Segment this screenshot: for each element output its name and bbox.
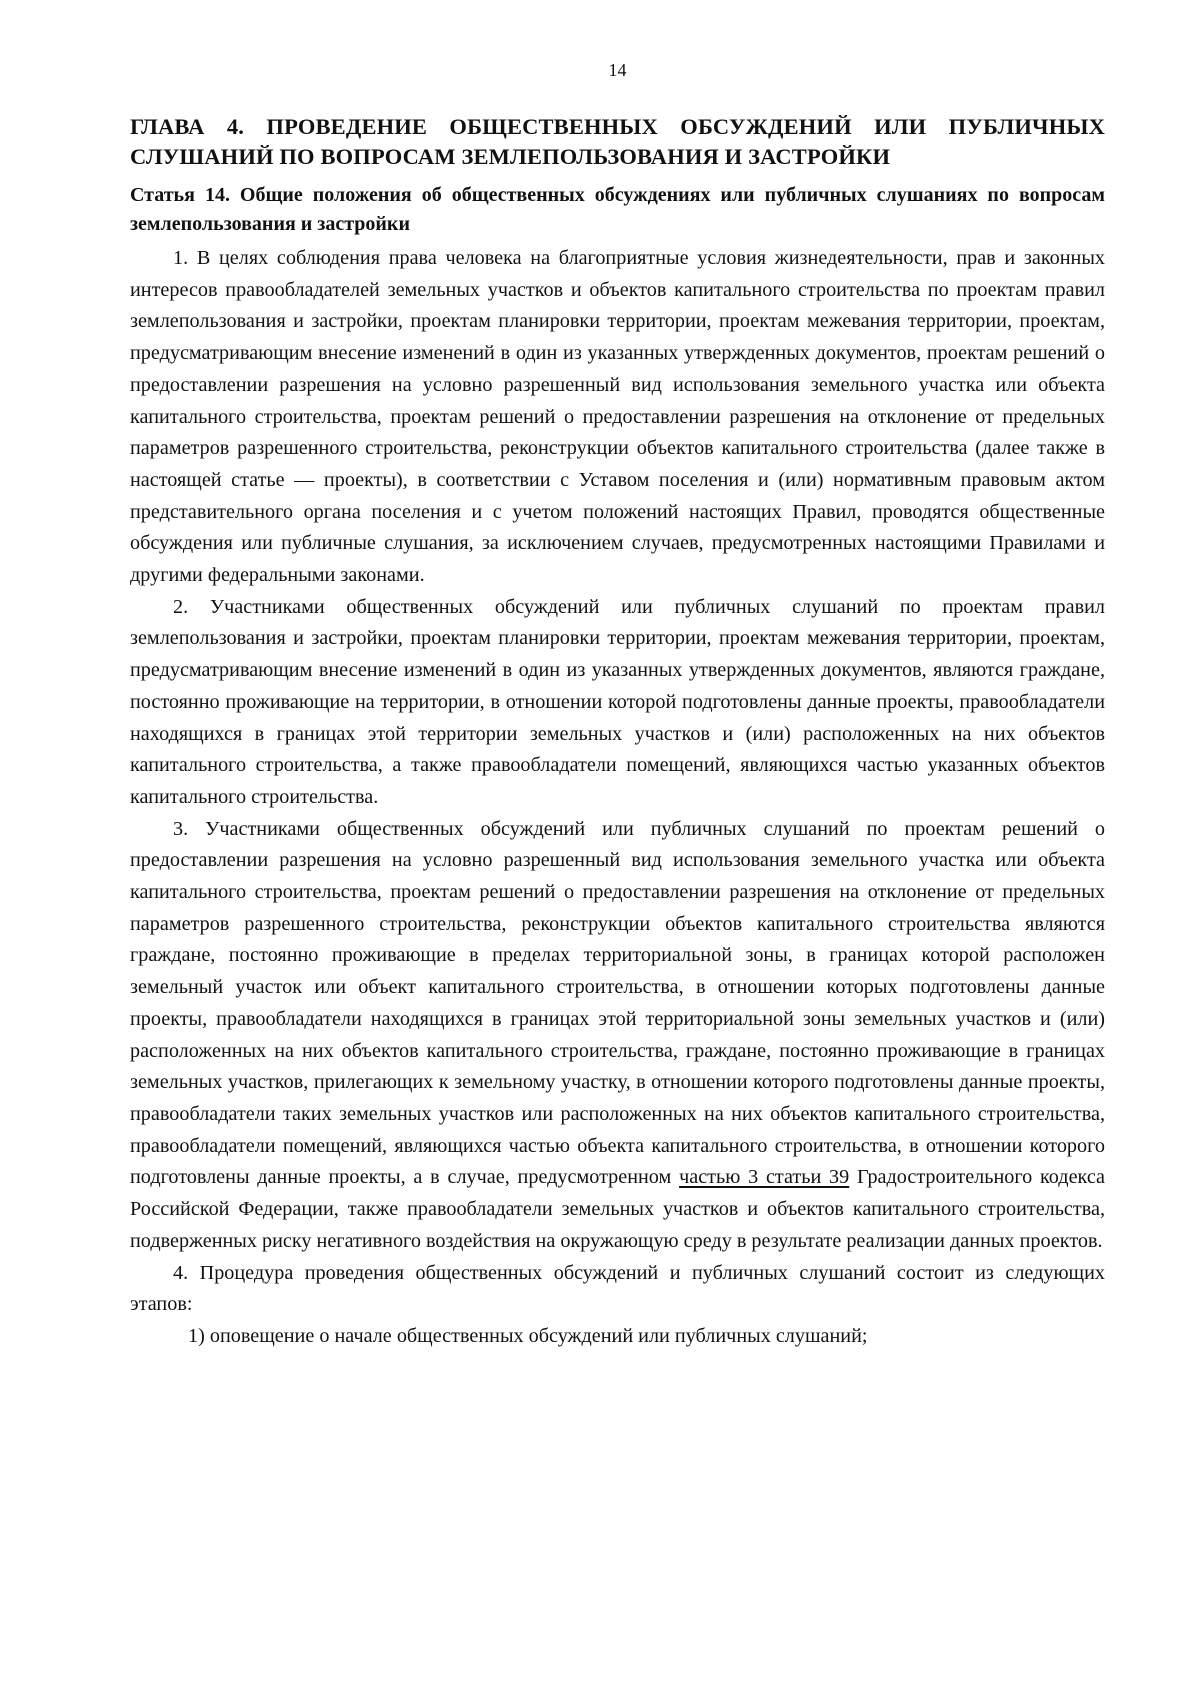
- law-reference-link[interactable]: частью 3 статьи 39: [679, 1166, 850, 1189]
- article-body: [130, 243, 1105, 1353]
- article-title: Статья 14. Общие положения об общественных обсуждениях или публичных слушаниях по вопросам землепользования и застройки: [130, 184, 1105, 235]
- paragraph-3-text-start: 3. Участниками общественных обсуждений или публичных слушаний по проектам решений о предоставлении разрешения на условно разрешенный вид использования земельного участка или объекта капитального строительства, проектам решений о предоставлении разрешения на отклонение от предельных параметров разрешенного строительства, реконструкции объектов капитального строительства являются граждане, постоянно проживающие в пределах территориальной зоны, в границах которой расположен земельный участок или объект капитального строительства, в отношении которых подготовлены данные проекты, правообладатели находящихся в границах этой территориальной зоны земельных участков и (или) расположенных на них объектов капитального строительства, граждане, постоянно проживающие в границах земельных участков, прилегающих к земельному участку, в отношении которого подготовлены данные проекты, правообладатели таких земельных участков или расположенных на них объектов капитального строительства, правообладатели помещений, являющихся частью объекта капитального строительства, в отношении которого подготовлены данные проекты, а в случае, предусмотренном: [130, 817, 1105, 1189]
- paragraph-4-item-1: 1) оповещение о начале общественных обсуждений или публичных слушаний;: [188, 1324, 868, 1347]
- paragraph-2: 2. Участниками общественных обсуждений или публичных слушаний по проектам правил землепользования и застройки, проектам планировки территории, проектам межевания территории, проектам, предусматривающим внесение изменений в один из указанных утвержденных документов, являются граждане, постоянно проживающие на территории, в отношении которой подготовлены данные проекты, правообладатели находящихся в границах этой территории земельных участков и (или) расположенных на них объектов капитального строительства, а также правообладатели помещений, являющихся частью указанных объектов капитального строительства.: [130, 595, 1105, 808]
- paragraph-4: 4. Процедура проведения общественных обсуждений и публичных слушаний состоит из следующих этапов:: [130, 1261, 1105, 1316]
- paragraph-1: 1. В целях соблюдения права человека на благоприятные условия жизнедеятельности, прав и законных интересов правообладателей земельных участков и объектов капитального строительства по проектам правил землепользования и застройки, проектам планировки территории, проектам межевания территории, проектам, предусматривающим внесение изменений в один из указанных утвержденных документов, проектам решений о предоставлении разрешения на условно разрешенный вид использования земельного участка или объекта капитального строительства, проектам решений о предоставлении разрешения на отклонение от предельных параметров разрешенного строительства, реконструкции объектов капитального строительства (далее также в настоящей статье — проекты), в соответствии с Уставом поселения и (или) нормативным правовым актом представительного органа поселения и с учетом положений настоящих Правил, проводятся общественные обсуждения или публичные слушания, за исключением случаев, предусмотренных настоящими Правилами и другими федеральными законами.: [130, 247, 1105, 587]
- paragraph-3: [130, 814, 1105, 1258]
- paragraph-3-text-end: Градостроительного кодекса Российской Федерации, также правообладатели земельных участков и объектов капитального строительства, подверженных риску негативного воздействия на окружающую среду в результате реализации данных проектов.: [130, 1166, 1106, 1252]
- chapter-title: ГЛАВА 4. ПРОВЕДЕНИЕ ОБЩЕСТВЕННЫХ ОБСУЖДЕНИЙ ИЛИ ПУБЛИЧНЫХ СЛУШАНИЙ ПО ВОПРОСАМ ЗЕМЛЕПОЛЬЗОВАНИЯ И ЗАСТРОЙКИ: [130, 114, 1105, 169]
- page-number: 14: [608, 60, 627, 80]
